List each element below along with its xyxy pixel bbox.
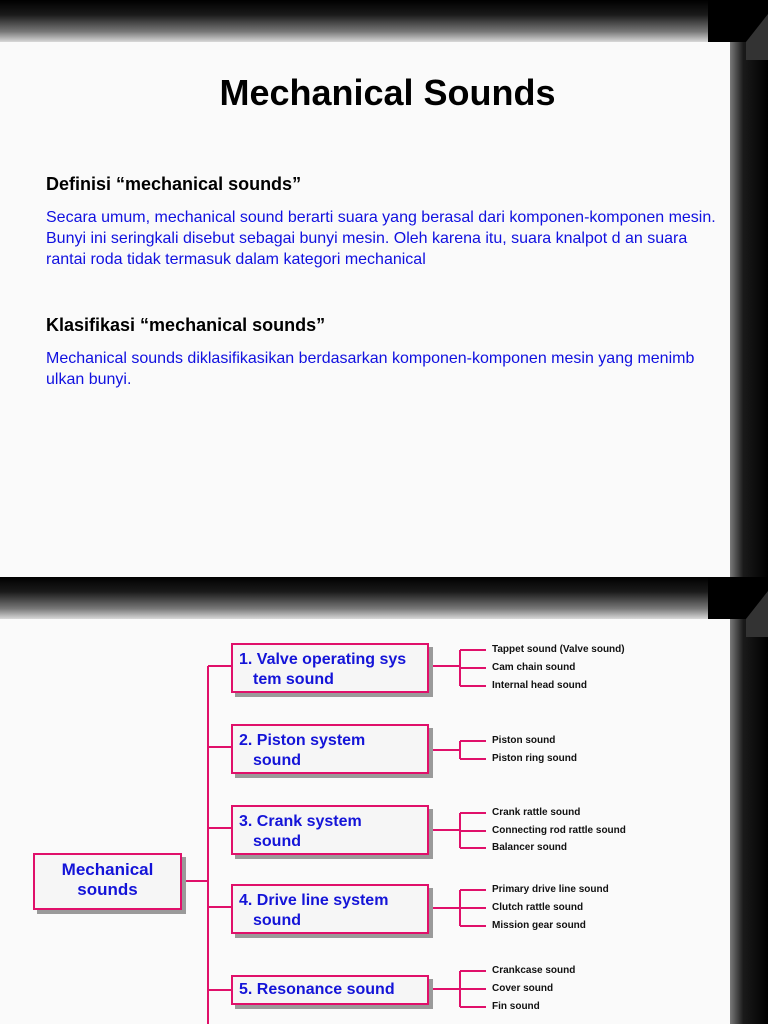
- category-node-piston-system: [231, 724, 429, 774]
- category-node-valve-operating: [231, 643, 429, 693]
- leaf-piston-ring-sound: Piston ring sound: [492, 753, 577, 764]
- category-label-line2: sound: [253, 752, 301, 769]
- classification-heading: Klasifikasi “mechanical sounds”: [46, 315, 326, 335]
- category-node-crank-system: [231, 805, 429, 855]
- leaf-piston-sound: Piston sound: [492, 735, 556, 746]
- category-label-line2: sound: [253, 912, 301, 929]
- category-label-line2: tem sound: [253, 671, 334, 688]
- category-node-resonance: [231, 975, 429, 1005]
- leaf-crankcase-sound: Crankcase sound: [492, 965, 576, 976]
- category-label-line1: 1. Valve operating sys: [239, 651, 407, 668]
- leaf-tappet-sound: Tappet sound (Valve sound): [492, 644, 625, 655]
- root-node-label-line1: Mechanical: [61, 860, 154, 879]
- page-title: Mechanical Sounds: [219, 72, 556, 113]
- category-label-line1: 4. Drive line system: [239, 892, 389, 909]
- definition-heading: Definisi “mechanical sounds”: [46, 174, 302, 194]
- category-label-line1: 3. Crank system: [239, 813, 362, 830]
- slide-classification-diagram: [0, 577, 768, 1024]
- leaf-clutch-rattle-sound: Clutch rattle sound: [492, 902, 584, 913]
- slide-top-bevel: [0, 0, 768, 42]
- category-label-line2: sound: [253, 833, 301, 850]
- leaf-crank-rattle-sound: Crank rattle sound: [492, 807, 581, 818]
- leaf-cam-chain-sound: Cam chain sound: [492, 662, 576, 673]
- root-node-mechanical-sounds: [33, 853, 182, 910]
- leaf-primary-drive-line-sound: Primary drive line sound: [492, 884, 609, 895]
- category-node-drive-line-system: [231, 884, 429, 934]
- leaf-cover-sound: Cover sound: [492, 983, 554, 994]
- definition-text: Secara umum, mechanical sound berarti suara yang berasal dari komponen-komponen mesin. Bunyi ini seringkali disebut sebagai bunyi mesin. Oleh karena itu, suara knalpot d an suara rantai roda tidak termasuk dalam kategori mechanical: [46, 209, 716, 268]
- leaf-internal-head-sound: Internal head sound: [492, 680, 588, 691]
- slide-corner-bevel: [708, 577, 768, 637]
- slide-corner-bevel: [708, 0, 768, 60]
- category-label-line1: 2. Piston system: [239, 732, 366, 749]
- leaf-connecting-rod-rattle-sound: Connecting rod rattle sound: [492, 825, 626, 836]
- leaf-balancer-sound: Balancer sound: [492, 842, 568, 853]
- leaf-fin-sound: Fin sound: [492, 1001, 540, 1012]
- slide-right-bevel: [730, 577, 768, 1024]
- category-label-line1: 5. Resonance sound: [239, 981, 395, 998]
- root-node-label-line2: sounds: [77, 880, 138, 899]
- slide-top-bevel: [0, 577, 768, 619]
- classification-text: Mechanical sounds diklasifikasikan berdasarkan komponen-komponen mesin yang menimb ulkan bunyi.: [46, 350, 695, 388]
- leaf-mission-gear-sound: Mission gear sound: [492, 920, 586, 931]
